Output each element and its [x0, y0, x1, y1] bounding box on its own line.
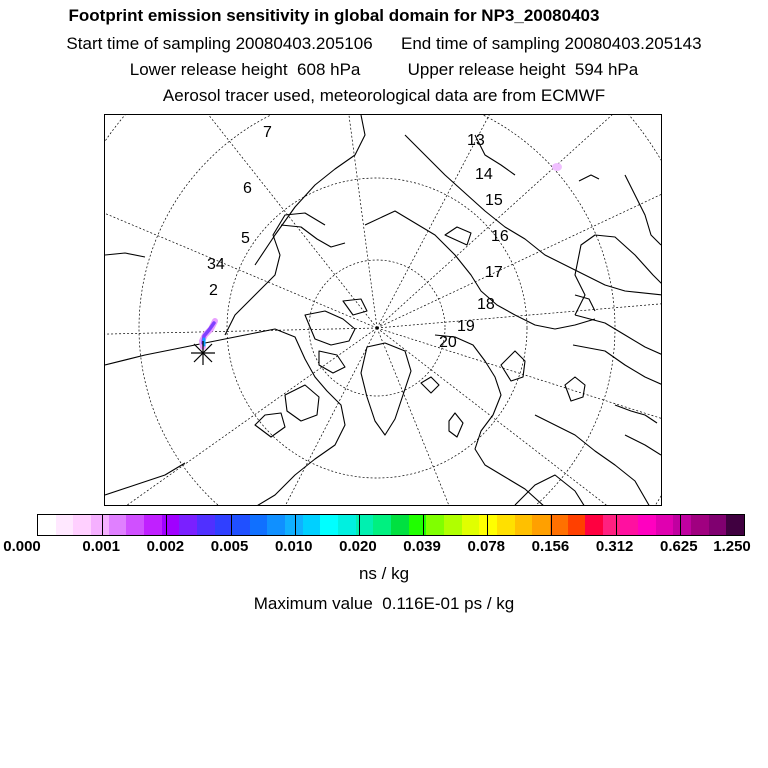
- coastlines: [105, 115, 662, 506]
- colorbar-tick: [616, 515, 617, 535]
- traj-label-6: 6: [243, 180, 252, 197]
- traj-label-5: 5: [241, 230, 250, 247]
- colorbar-segment: [303, 515, 321, 535]
- meridians: [105, 115, 662, 506]
- upper-release-value: 594 hPa: [574, 60, 639, 79]
- colorbar-segment: [656, 515, 674, 535]
- maximum-value: [0, 594, 768, 614]
- colorbar-segment: [267, 515, 285, 535]
- colorbar-tick-label: 0.000: [3, 538, 41, 555]
- colorbar-segment: [162, 515, 180, 535]
- colorbar-segment: [91, 515, 109, 535]
- colorbar-segment: [426, 515, 444, 535]
- colorbar-segment: [73, 515, 91, 535]
- traj-label-2: 2: [209, 282, 218, 299]
- plot-title: Footprint emission sensitivity in global domain for NP3_20080403: [68, 6, 600, 25]
- colorbar-tick: [551, 515, 552, 535]
- traj-label-19: 19: [457, 318, 475, 335]
- colorbar-segment: [462, 515, 480, 535]
- colorbar-segment: [144, 515, 162, 535]
- traj-label-15: 15: [485, 192, 503, 209]
- colorbar-segment: [56, 515, 74, 535]
- traj-label-34: 34: [207, 256, 225, 273]
- colorbar-segment: [673, 515, 691, 535]
- colorbar-tick-label: 0.010: [274, 538, 313, 555]
- colorbar-segment: [126, 515, 144, 535]
- end-time-value: 20080403.205143: [564, 34, 702, 53]
- colorbar-tick-label: 0.001: [82, 538, 120, 555]
- colorbar-segment: [444, 515, 462, 535]
- colorbar-segment: [391, 515, 409, 535]
- colorbar-segment: [638, 515, 656, 535]
- sampling-times: [0, 34, 768, 54]
- colorbar-tick-label: 1.250: [713, 538, 751, 555]
- latitude-circles: [105, 115, 662, 506]
- upper-release-label: Upper release height: [407, 60, 566, 79]
- release-point-marker: [191, 341, 215, 365]
- colorbar-segment: [497, 515, 515, 535]
- colorbar-segment: [585, 515, 603, 535]
- end-time-label: End time of sampling: [401, 34, 560, 53]
- release-heights: [0, 60, 768, 80]
- colorbar-tick: [423, 515, 424, 535]
- colorbar-tick-label: 0.020: [339, 538, 377, 555]
- traj-label-18: 18: [477, 296, 495, 313]
- colorbar-tick-labels: [0, 538, 768, 558]
- colorbar-segment: [691, 515, 709, 535]
- colorbar-tick: [487, 515, 488, 535]
- lower-release-value: 608 hPa: [297, 60, 361, 79]
- traj-label-20: 20: [439, 334, 457, 351]
- colorbar-tick: [231, 515, 232, 535]
- colorbar-segment: [479, 515, 497, 535]
- colorbar-tick-label: 0.005: [210, 538, 249, 555]
- lat-circle-60: [139, 115, 615, 506]
- colorbar-segment: [38, 515, 56, 535]
- colorbar-tick: [359, 515, 360, 535]
- colorbar-tick-label: 0.625: [660, 538, 698, 555]
- colorbar-segment: [109, 515, 127, 535]
- colorbar-tick-label: 0.002: [146, 538, 185, 555]
- colorbar-segment: [550, 515, 568, 535]
- colorbar-segment: [373, 515, 391, 535]
- colorbar-segment: [709, 515, 727, 535]
- coast-greenland: [361, 343, 411, 435]
- colorbar-tick-label: 0.312: [595, 538, 634, 555]
- colorbar-tick: [295, 515, 296, 535]
- start-time-value: 20080403.205106: [235, 34, 373, 53]
- colorbar-segment: [179, 515, 197, 535]
- colorbar-segment: [726, 515, 744, 535]
- colorbar-segment: [232, 515, 250, 535]
- colorbar-segment: [620, 515, 638, 535]
- colorbar-segment: [532, 515, 550, 535]
- start-time-label: Start time of sampling: [66, 34, 231, 53]
- colorbar-segment: [197, 515, 215, 535]
- colorbar-segment: [603, 515, 621, 535]
- colorbar-segment: [568, 515, 586, 535]
- traj-label-16: 16: [491, 228, 509, 245]
- traj-label-14: 14: [475, 166, 493, 183]
- traj-label-13: 13: [467, 132, 485, 149]
- trajectory-labels: [207, 124, 509, 351]
- colorbar-tick-label: 0.039: [403, 538, 441, 555]
- far-footprint-patch: [552, 163, 562, 171]
- colorbar: [37, 514, 745, 536]
- colorbar-tick: [680, 515, 681, 535]
- colorbar-tick-label: 0.078: [467, 538, 506, 555]
- maximum-value-number: 0.116E-01 ps / kg: [382, 594, 515, 613]
- lat-circle-50: [105, 115, 662, 506]
- traj-label-17: 17: [485, 264, 503, 281]
- colorbar-segment: [320, 515, 338, 535]
- map-canvas: [105, 115, 662, 506]
- colorbar-segment: [515, 515, 533, 535]
- maximum-label: Maximum value: [253, 594, 373, 613]
- traj-label-7: 7: [263, 124, 272, 141]
- colorbar-unit: ns / kg: [358, 564, 410, 583]
- tracer-note: Aerosol tracer used, meteorological data are from ECMWF: [162, 86, 606, 105]
- colorbar-tick-label: 0.156: [531, 538, 570, 555]
- colorbar-segment: [338, 515, 356, 535]
- polar-map: [104, 114, 662, 506]
- lower-release-label: Lower release height: [129, 60, 288, 79]
- colorbar-tick: [102, 515, 103, 535]
- colorbar-segment: [250, 515, 268, 535]
- colorbar-tick: [166, 515, 167, 535]
